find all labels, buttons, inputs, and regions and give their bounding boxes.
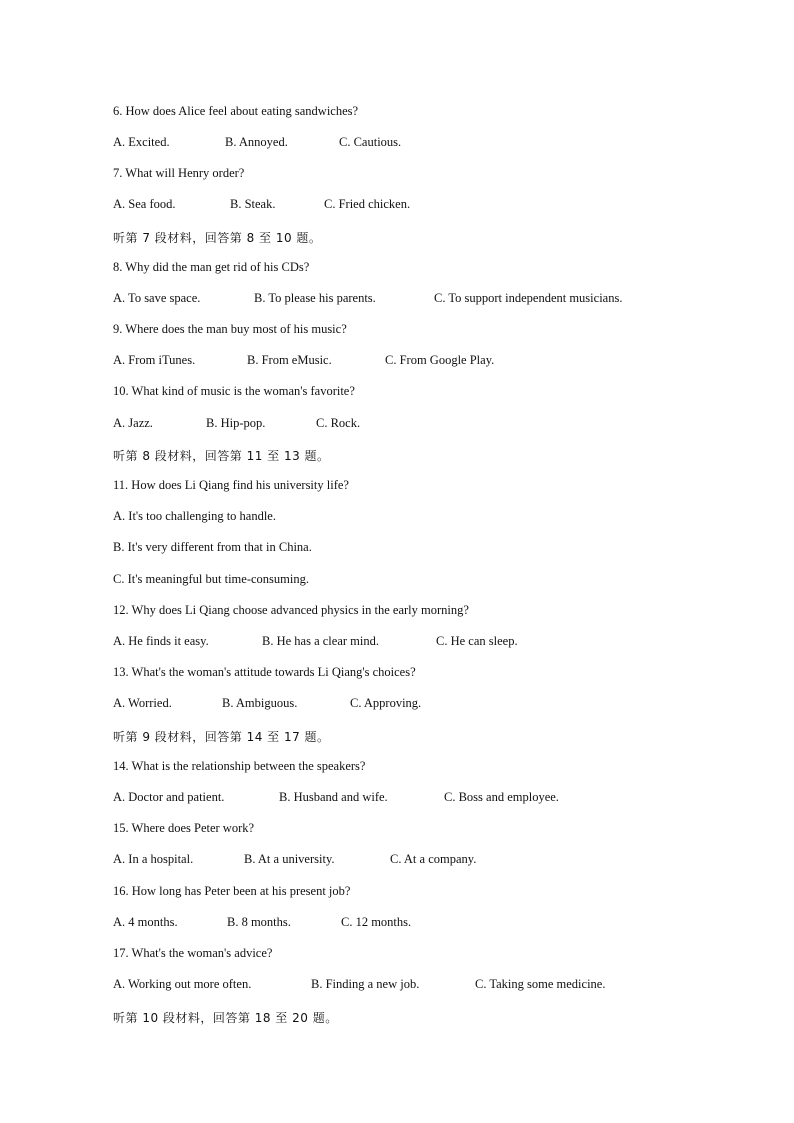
option-a: A. Sea food. [113,197,176,211]
question-14: 14. What is the relationship between the speakers? [113,759,366,773]
option-c: C. 12 months. [341,915,412,929]
option-c: C. To support independent musicians. [434,291,623,305]
options-row [0,197,794,215]
option-b: B. At a university. [244,852,335,866]
options-row [0,135,794,153]
option-c: C. Cautious. [339,135,402,149]
option-b: B. Hip-pop. [206,416,266,430]
option-a: A. It's too challenging to handle. [113,509,276,523]
question-10: 10. What kind of music is the woman's favorite? [113,384,355,398]
options-row [0,416,794,434]
option-a: A. He finds it easy. [113,634,209,648]
options-row [0,852,794,870]
option-b: B. Ambiguous. [222,696,298,710]
question-11: 11. How does Li Qiang find his university life? [113,478,349,492]
options-row [0,790,794,808]
option-b: B. To please his parents. [254,291,376,305]
options-row [0,915,794,933]
option-b: B. Steak. [230,197,276,211]
option-c: C. It's meaningful but time-consuming. [113,572,309,586]
option-a: A. From iTunes. [113,353,196,367]
question-15: 15. Where does Peter work? [113,821,255,835]
option-b: B. Annoyed. [225,135,288,149]
option-a: A. Doctor and patient. [113,790,225,804]
section-heading: 听第 8 段材料，回答第 11 至 13 题。 [113,449,330,463]
option-c: C. Approving. [350,696,422,710]
option-c: C. Fried chicken. [324,197,411,211]
question-16: 16. How long has Peter been at his present job? [113,884,351,898]
options-row [0,634,794,652]
option-b: B. From eMusic. [247,353,332,367]
option-a: A. In a hospital. [113,852,194,866]
option-a: A. Jazz. [113,416,153,430]
option-c: C. Taking some medicine. [475,977,606,991]
question-13: 13. What's the woman's attitude towards Li Qiang's choices? [113,665,416,679]
question-7: 7. What will Henry order? [113,166,245,180]
option-c: C. At a company. [390,852,477,866]
option-c: C. Rock. [316,416,361,430]
section-heading: 听第 7 段材料，回答第 8 至 10 题。 [113,231,322,245]
option-a: A. Working out more often. [113,977,252,991]
option-b: B. It's very different from that in China. [113,540,312,554]
question-12: 12. Why does Li Qiang choose advanced physics in the early morning? [113,603,469,617]
option-a: A. 4 months. [113,915,178,929]
question-9: 9. Where does the man buy most of his music? [113,322,347,336]
option-b: B. Finding a new job. [311,977,420,991]
options-row [0,696,794,714]
options-row [0,353,794,371]
option-a: A. To save space. [113,291,201,305]
section-heading: 听第 10 段材料，回答第 18 至 20 题。 [113,1011,338,1025]
question-8: 8. Why did the man get rid of his CDs? [113,260,310,274]
options-row [0,291,794,309]
options-row [0,977,794,995]
option-a: A. Excited. [113,135,170,149]
option-c: C. From Google Play. [385,353,495,367]
option-b: B. Husband and wife. [279,790,388,804]
option-c: C. Boss and employee. [444,790,559,804]
question-6: 6. How does Alice feel about eating sandwiches? [113,104,359,118]
option-b: B. He has a clear mind. [262,634,379,648]
option-b: B. 8 months. [227,915,291,929]
option-c: C. He can sleep. [436,634,518,648]
section-heading: 听第 9 段材料，回答第 14 至 17 题。 [113,730,330,744]
question-17: 17. What's the woman's advice? [113,946,273,960]
option-a: A. Worried. [113,696,172,710]
